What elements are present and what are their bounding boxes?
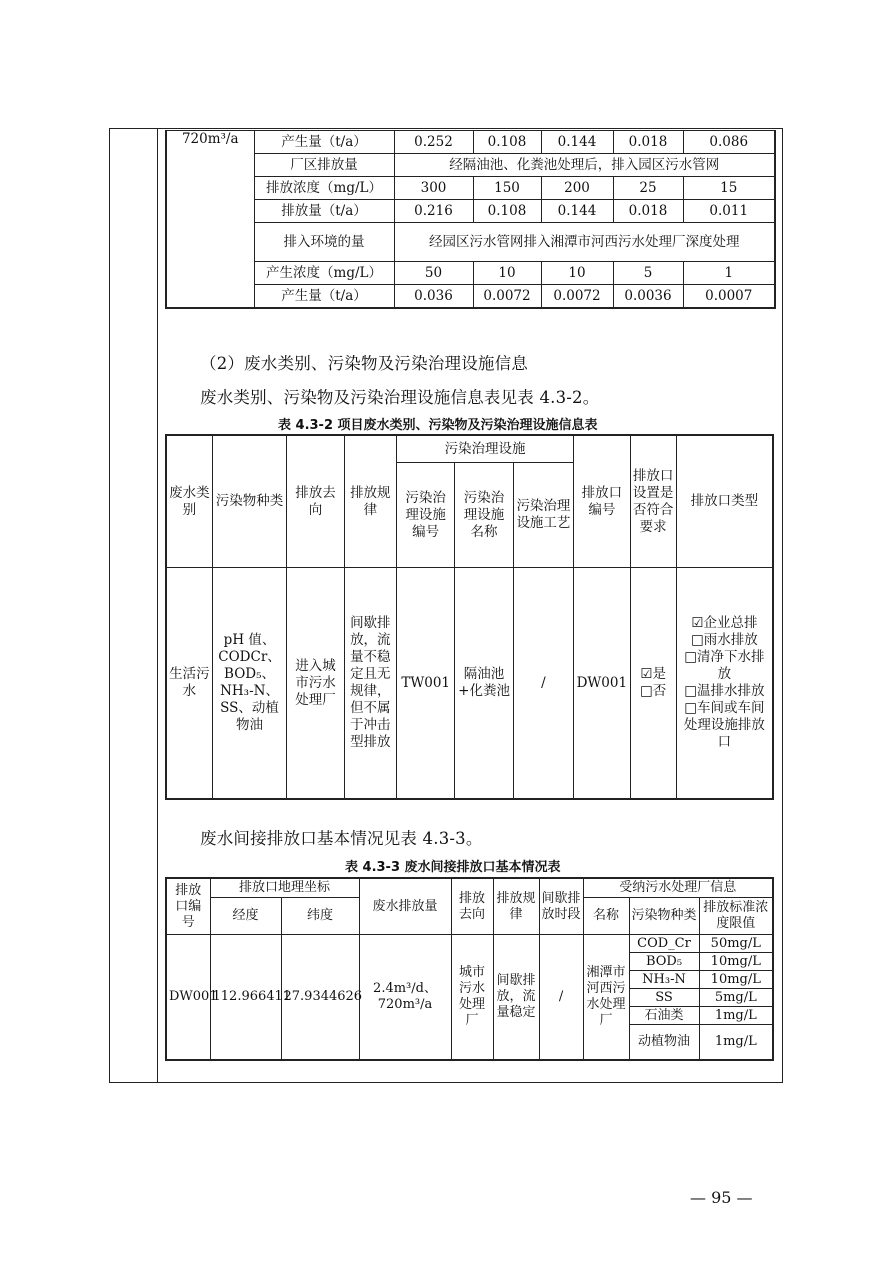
indirect-outlet-table [165, 877, 774, 1061]
cell-limit: 1mg/L [699, 1007, 773, 1025]
cell-limit: 1mg/L [699, 1025, 773, 1061]
cell-facility-id: TW001 [396, 568, 454, 800]
cell-limit: 50mg/L [699, 935, 773, 953]
cell: 0.018 [613, 200, 683, 223]
cell: 0.216 [394, 200, 473, 223]
cell: 25 [613, 177, 683, 200]
outlet-type-option: □温排水排放 [684, 683, 765, 699]
cell: 300 [394, 177, 473, 200]
header-lng: 经度 [210, 898, 281, 935]
header-limit: 排放标准浓度限值 [699, 898, 773, 935]
cell-outlet-id: DW001 [574, 568, 630, 800]
row-label: 排放浓度（mg/L） [254, 177, 394, 200]
header-facility-name: 污染治理设施名称 [455, 463, 513, 568]
cell: 0.086 [683, 131, 775, 154]
header-direction: 排放去向 [287, 435, 344, 568]
cell-limit: 10mg/L [699, 953, 773, 971]
cell-type: 生活污水 [166, 568, 212, 800]
outlet-type-option: □车间或车间处理设施排放口 [683, 700, 765, 750]
cell-limit: 5mg/L [699, 989, 773, 1007]
header-facility-process: 污染治理设施工艺 [513, 463, 573, 568]
cell-rule: 间歇排放，流量不稳定且无规律，但不属于冲击型排放 [344, 568, 396, 800]
page-number: — 95 — [690, 1188, 753, 1207]
cell: 150 [473, 177, 541, 200]
cell-pollutant: NH₃-N [629, 971, 699, 989]
row-label: 排放量（t/a） [254, 200, 394, 223]
header-period: 间歇排放时段 [539, 878, 583, 935]
row-label: 产生浓度（mg/L） [254, 262, 394, 285]
outlet-type-option: □雨水排放 [691, 632, 758, 648]
cell: 0.0072 [541, 285, 613, 309]
cell-pollutant: pH 值、CODCr、BOD₅、NH₃-N、SS、动植物油 [212, 568, 286, 800]
table-caption: 表 4.3-3 废水间接排放口基本情况表 [345, 860, 561, 875]
header-direction: 排放去向 [451, 878, 493, 935]
header-lat: 纬度 [281, 898, 359, 935]
cell-pollutant: 动植物油 [629, 1025, 699, 1061]
header-outlet-type: 排放口类型 [676, 435, 773, 568]
pollutant-continuation-table [165, 130, 776, 309]
outlet-type-option: □清净下水排放 [684, 649, 765, 682]
cell-rule: 间歇排放，流量稳定 [493, 935, 539, 1061]
header-outlet-id: 排放口编号 [166, 878, 210, 935]
paragraph: 废水间接排放口基本情况见表 4.3-3。 [200, 829, 483, 848]
header-pollutant: 污染物种类 [629, 898, 699, 935]
cell-pollutant: BOD₅ [629, 953, 699, 971]
header-plant: 受纳污水处理厂信息 [583, 878, 773, 898]
cell-lat: 27.9344626 [281, 935, 359, 1061]
cell: 经隔油池、化粪池处理后，排入园区污水管网 [394, 154, 775, 177]
header-facility-group: 污染治理设施 [396, 435, 573, 463]
header-volume: 废水排放量 [359, 878, 451, 935]
cell-facility-process: / [513, 568, 573, 800]
cell-limit: 10mg/L [699, 971, 773, 989]
frame-divider [157, 128, 158, 1083]
cell-facility-name: 隔油池+化粪池 [455, 568, 513, 800]
cell: 0.108 [473, 200, 541, 223]
cell: 0.036 [394, 285, 473, 309]
row-label: 产生量（t/a） [254, 285, 394, 309]
row-label: 厂区排放量 [254, 154, 394, 177]
outlet-type-option: ☑企业总排 [691, 615, 758, 631]
cell: 10 [473, 262, 541, 285]
table-caption: 表 4.3-2 项目废水类别、污染物及污染治理设施信息表 [278, 418, 598, 433]
cell: 0.108 [473, 131, 541, 154]
cell: 50 [394, 262, 473, 285]
cell-direction: 进入城市污水处理厂 [287, 568, 344, 800]
header-coord: 排放口地理坐标 [210, 878, 359, 898]
cell: 0.144 [541, 131, 613, 154]
cell: 0.0007 [683, 285, 775, 309]
header-outlet-id: 排放口编号 [574, 435, 630, 568]
cell-pollutant: 石油类 [629, 1007, 699, 1025]
cell-compliance [630, 568, 676, 800]
cell: 经园区污水管网排入湘潭市河西污水处理厂深度处理 [394, 223, 775, 262]
section-heading: （2）废水类别、污染物及污染治理设施信息 [200, 354, 528, 373]
cell: 200 [541, 177, 613, 200]
cell: 0.252 [394, 131, 473, 154]
cell: 15 [683, 177, 775, 200]
cell-period: / [539, 935, 583, 1061]
paragraph: 废水类别、污染物及污染治理设施信息表见表 4.3-2。 [200, 388, 600, 407]
volume-label: 720m³/a [166, 131, 254, 309]
row-label: 排入环境的量 [254, 223, 394, 262]
header-facility-id: 污染治理设施编号 [396, 463, 454, 568]
cell-pollutant: SS [629, 989, 699, 1007]
cell-volume: 2.4m³/d、720m³/a [359, 935, 451, 1061]
checkbox-yes: ☑是 [640, 666, 666, 682]
header-pollutant: 污染物种类 [212, 435, 286, 568]
header-rule: 排放规律 [344, 435, 396, 568]
row-label: 产生量（t/a） [254, 131, 394, 154]
cell: 0.0072 [473, 285, 541, 309]
cell: 0.144 [541, 200, 613, 223]
cell-pollutant: COD_Cr [629, 935, 699, 953]
wastewater-facility-table [165, 434, 774, 800]
cell-direction: 城市污水处理厂 [451, 935, 493, 1061]
cell-outlet-types [676, 568, 773, 800]
cell-lng: 112.966411 [210, 935, 281, 1061]
header-compliance: 排放口设置是否符合要求 [630, 435, 676, 568]
cell: 0.011 [683, 200, 775, 223]
header-type: 废水类别 [166, 435, 212, 568]
checkbox-no: □否 [640, 683, 667, 699]
cell: 0.018 [613, 131, 683, 154]
cell-plant-name: 湘潭市河西污水处理厂 [583, 935, 629, 1061]
header-rule: 排放规律 [493, 878, 539, 935]
header-name: 名称 [583, 898, 629, 935]
cell-outlet-id: DW001 [166, 935, 210, 1061]
cell: 0.0036 [613, 285, 683, 309]
cell: 5 [613, 262, 683, 285]
cell: 10 [541, 262, 613, 285]
cell: 1 [683, 262, 775, 285]
